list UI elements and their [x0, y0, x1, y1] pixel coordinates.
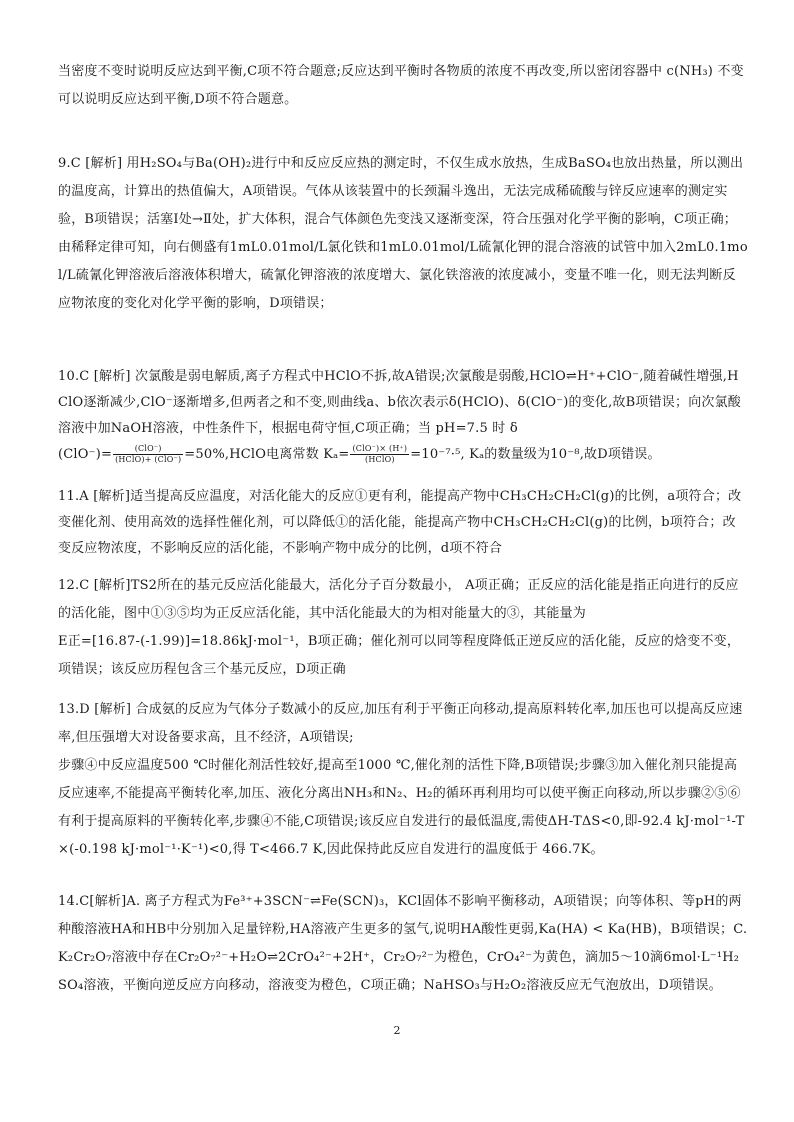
fraction-numerator: (ClO⁻)× (H⁺): [352, 444, 408, 453]
fraction-distribution: [113, 444, 183, 465]
paragraph-continuation: 当密度不变时说明反应达到平衡,C项不符合题意;反应达到平衡时各物质的浓度不再改变,所以密闭容器中 c(NH₃) 不变可以说明反应达到平衡,D项不符合题意。: [58, 64, 744, 107]
answer-10-text: 10.C [解析] 次氯酸是弱电解质,离子方程式中HClO不拆,故A错误;次氯酸是弱酸,HClO⇌H⁺+ClO⁻,随着碱性增强,HClO逐渐减少,ClO⁻逐渐增多,但两者之和不变,则曲线a、b依次表示δ(HClO)、δ(ClO⁻)的变化,故B项错误；向次氯酸溶液中加NaOH溶液，中性条件下，根据电荷守恒,C项正确；当 pH=7.5 时 δ: [58, 369, 742, 436]
answer-9: 9.C [解析] 用H₂SO₄与Ba(OH)₂进行中和反应反应热的测定时，不仅生成水放热，生成BaSO₄也放出热量，所以测出的温度高，计算出的热值偏大，A项错误。气体从该装置中的长颈漏斗逸出，无法完成稀硫酸与锌反应速率的测定实验，B项错误；活塞Ⅰ处→Ⅱ处，扩大体积，混合气体颜色先变浅又逐渐变深，符合压强对化学平衡的影响，C项正确；由稀释定律可知，向右侧盛有1mL0.01mol/L氯化铁和1mL0.01mol/L硫氰化钾的混合溶液的试管中加入2mL0.1mol/L硫氰化钾溶液后溶液体积增大，硫氰化钾溶液的浓度增大、氯化铁溶液的浓度减小，变量不唯一化，则无法判断反应物浓度的变化对化学平衡的影响，D项错误；: [58, 156, 748, 311]
answer-10: [58, 364, 748, 468]
fraction-numerator: (ClO⁻): [113, 444, 183, 455]
answer-10-conclusion: =10⁻⁷·⁵, Kₐ的数量级为10⁻⁸,故D项错误。: [410, 447, 661, 462]
answer-12: [58, 572, 748, 684]
answer-14: 14.C[解析]A. 离子方程式为Fe³⁺+3SCN⁻⇌Fe(SCN)₃，KCl固体不影响平衡移动，A项错误；向等体积、等pH的两种酸溶液HA和HB中分别加入足量锌粉,HA溶液产生更多的氢气,说明HA酸性更弱,Ka(HA) < Ka(HB)，B项错误；C. K₂Cr₂O₇溶液中存在Cr₂O₇²⁻+H₂O⇌2CrO₄²⁻+2H⁺，Cr₂O₇²⁻为橙色，CrO₄²⁻为黄色，滴加5～10滴6mol·L⁻¹H₂SO₄溶液，平衡向逆反应方向移动，溶液变为橙色，C项正确；NaHSO₃与H₂O₂溶液反应无气泡放出，D项错误。: [58, 894, 748, 993]
answer-13-steps: 步骤④中反应温度500 ℃时催化剂活性较好,提高至1000 ℃,催化剂的活性下降,B项错误;步骤③加入催化剂只能提高反应速率,不能提高平衡转化率,加压、液化分离出NH₃和N₂、H₂的循环再利用均可以使平衡正向移动,所以步骤②⑤⑥有利于提高原料的平衡转化率,步骤④不能,C项错误;该反应自发进行的最低温度,需使ΔH-TΔS<0,即-92.4 kJ·mol⁻¹-T×(-0.198 kJ·mol⁻¹·K⁻¹)<0,得 T<466.7 K,因此保持此反应自发进行的温度低于 466.7K。: [58, 758, 745, 857]
answer-13: [58, 696, 748, 864]
fraction-denominator: (HClO): [365, 455, 395, 464]
fraction-denominator: (HClO)+ (ClO⁻): [115, 455, 182, 464]
answer-11: 11.A [解析]适当提高反应温度，对活化能大的反应①更有利，能提高产物中CH₃CH₂CH₂Cl(g)的比例，a项符合；改变催化剂、使用高效的选择性催化剂，可以降低①的活化能，能提高产物中CH₃CH₂CH₂Cl(g)的比例，b项符合；改变反应物浓度，不影响反应的活化能，不影响产物中成分的比例，d项不符合: [58, 489, 742, 556]
page-number: 2: [393, 1024, 401, 1037]
answer-10-ka-label: =50%,HClO电离常数 Kₐ=: [184, 447, 350, 462]
answer-10-delta-label: (ClO⁻)=: [58, 447, 113, 462]
answer-13-text: 13.D [解析] 合成氨的反应为气体分子数减小的反应,加压有利于平衡正向移动,提高原料转化率,加压也可以提高反应速率,但压强增大对设备要求高，且不经济，A项错误;: [58, 702, 743, 745]
answer-12-energy: E正=[16.87-(-1.99)]=18.86kJ·mol⁻¹，B项正确；催化剂可以同等程度降低正逆反应的活化能，反应的焓变不变，项错误；该反应历程包含三个基元反应，D项正确: [58, 634, 741, 677]
fraction-ka: [350, 444, 409, 465]
answer-12-text: 12.C [解析]TS2所在的基元反应活化能最大，活化分子百分数最小， A项正确；正反应的活化能是指正向进行的反应的活化能，图中①③⑤均为正反应活化能，其中活化能最大的为相对能量大的③，其能量为: [58, 578, 739, 621]
